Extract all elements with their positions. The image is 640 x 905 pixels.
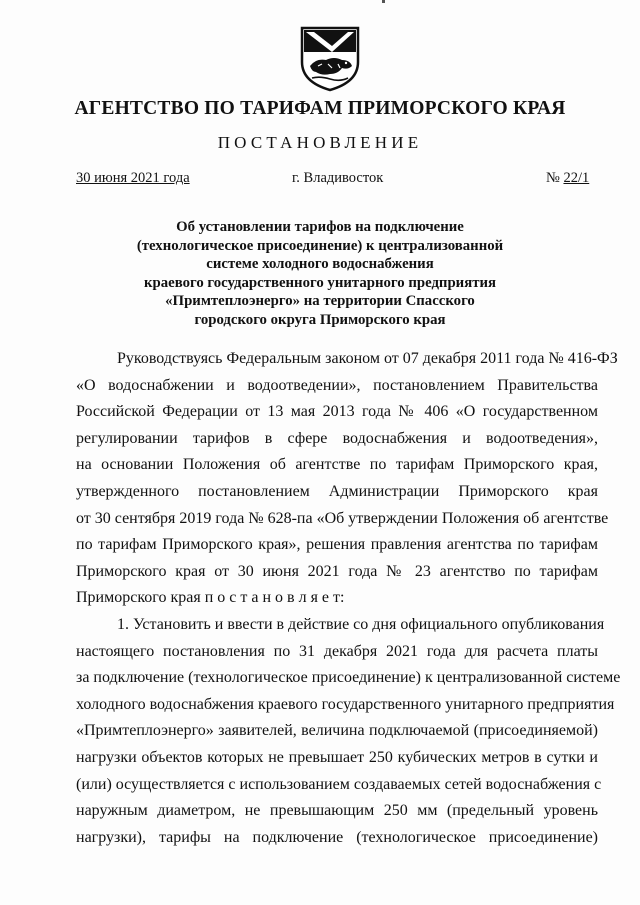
body-line: (или) осуществляется с использованием создаваемых сетей водоснабжения с (76, 775, 602, 793)
body-line: нагрузки), тарифы на подключение (технологическое присоединение) (76, 828, 598, 846)
body-line: утвержденного постановлением Администрации Приморского края (76, 482, 598, 500)
title-line: краевого государственного унитарного предприятия (143, 274, 497, 291)
document-number-prefix: № (546, 170, 564, 186)
title-line: городского округа Приморского края (194, 311, 446, 328)
body-line: настоящего постановления по 31 декабря 2021 года для расчета платы (76, 642, 598, 660)
coat-of-arms-icon (298, 22, 362, 92)
body-line: наружным диаметром, не превышающим 250 мм (предельный уровень (76, 802, 598, 820)
body-line: на основании Положения об агентстве по тарифам Приморского края, (76, 456, 598, 474)
document-number-value: 22/1 (563, 170, 590, 186)
body-line: холодного водоснабжения краевого государственного унитарного предприятия (76, 695, 615, 713)
title-line: (технологическое присоединение) к централизованной (136, 237, 504, 254)
document-number (546, 170, 589, 187)
body-line: по тарифам Приморского края», решения правления агентства по тарифам (76, 536, 598, 554)
document-date: 30 июня 2021 года (76, 170, 190, 186)
agency-name: АГЕНТСТВО ПО ТАРИФАМ ПРИМОРСКОГО КРАЯ (74, 98, 566, 119)
title-line: Об установлении тарифов на подключение (176, 219, 464, 235)
title-line: системе холодного водоснабжения (206, 256, 434, 272)
body-line: Приморского края от 30 июня 2021 года № 23 агентство по тарифам (76, 562, 598, 580)
body-line: 1. Установить и ввести в действие со дня официального опубликования (117, 615, 605, 633)
document-type: ПОСТАНОВЛЕНИЕ (217, 133, 423, 152)
body-text: Приморского края (76, 589, 201, 607)
body-line: Руководствуясь Федеральным законом от 07 декабря 2011 года № 416-ФЗ (117, 350, 618, 367)
document-title (100, 218, 540, 329)
body-line: регулировании тарифов в сфере водоснабжения и водоотведения», (76, 429, 598, 447)
body-line: за подключение (технологическое присоединение) к централизованной системе (76, 669, 621, 687)
scan-speck (382, 0, 385, 3)
resolution-word: п о с т а н о в л я е т: (204, 589, 345, 607)
document-city: г. Владивосток (292, 170, 384, 186)
body-line: от 30 сентября 2019 года № 628-па «Об утверждении Положения об агентстве (76, 509, 609, 527)
document-body (76, 346, 621, 851)
title-line: «Примтеплоэнерго» на территории Спасского (165, 293, 475, 309)
body-line: «Примтеплоэнерго» заявителей, величина подключаемой (присоединяемой) (76, 722, 598, 740)
body-line (76, 585, 598, 612)
body-line: «О водоснабжении и водоотведении», постановлением Правительства (76, 376, 598, 394)
body-line: нагрузки объектов которых не превышает 250 кубических метров в сутки и (76, 748, 598, 766)
body-line: Российской Федерации от 13 мая 2013 года № 406 «О государственном (76, 403, 598, 421)
